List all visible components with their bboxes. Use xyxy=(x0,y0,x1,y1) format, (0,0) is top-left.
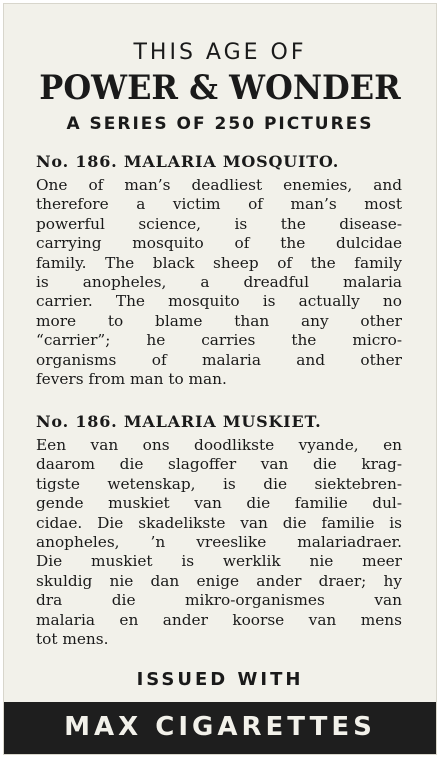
english-title: No. 186. MALARIA MOSQUITO. xyxy=(36,152,340,171)
text-line: cidae. Die skadelikste van die familie is xyxy=(36,513,402,532)
text-line: therefore a victim of man’s most xyxy=(36,195,402,214)
text-line: gende muskiet van die familie dul- xyxy=(36,494,402,513)
text-line: powerful science, is the disease- xyxy=(36,214,402,233)
series-title-line1: THIS AGE OF xyxy=(133,40,307,65)
series-subtitle: A SERIES OF 250 PICTURES xyxy=(66,114,374,134)
text-line: more to blame than any other xyxy=(36,311,402,330)
text-line: carrier. The mosquito is actually no xyxy=(36,292,402,311)
text-line: One of man’s deadliest enemies, and xyxy=(36,176,402,194)
text-line: carrying mosquito of the dulcidae xyxy=(36,234,402,253)
text-line: family. The black sheep of the family xyxy=(36,253,402,272)
brand-banner xyxy=(4,702,436,755)
afrikaans-description xyxy=(36,436,402,649)
brand-name: MAX CIGARETTES xyxy=(64,712,376,742)
text-line: organisms of malaria and other xyxy=(36,350,402,369)
series-title-main: POWER & WONDER xyxy=(39,68,401,108)
english-description xyxy=(36,176,402,389)
text-line: Die muskiet is werklik nie meer xyxy=(36,552,402,571)
text-line: malaria en ander koorse van mens xyxy=(36,610,402,629)
text-line: anopheles, ’n vreeslike malariadraer. xyxy=(36,533,402,552)
text-line: daarom die slagoffer van die krag- xyxy=(36,455,402,474)
afrikaans-title: No. 186. MALARIA MUSKIET. xyxy=(36,412,322,431)
text-line: is anopheles, a dreadful malaria xyxy=(36,273,402,292)
text-line: Een van ons doodlikste vyande, en xyxy=(36,436,402,454)
cigarette-card xyxy=(3,3,437,755)
text-line: fevers from man to man. xyxy=(36,370,227,389)
issued-with-label: ISSUED WITH xyxy=(136,669,304,690)
text-line: tot mens. xyxy=(36,630,109,649)
text-line: tigste wetenskap, is die siektebren- xyxy=(36,474,402,493)
text-line: skuldig nie dan enige ander draer; hy xyxy=(36,571,402,590)
text-line: dra die mikro-organismes van xyxy=(36,591,402,610)
text-line: “carrier”; he carries the micro- xyxy=(36,331,402,350)
